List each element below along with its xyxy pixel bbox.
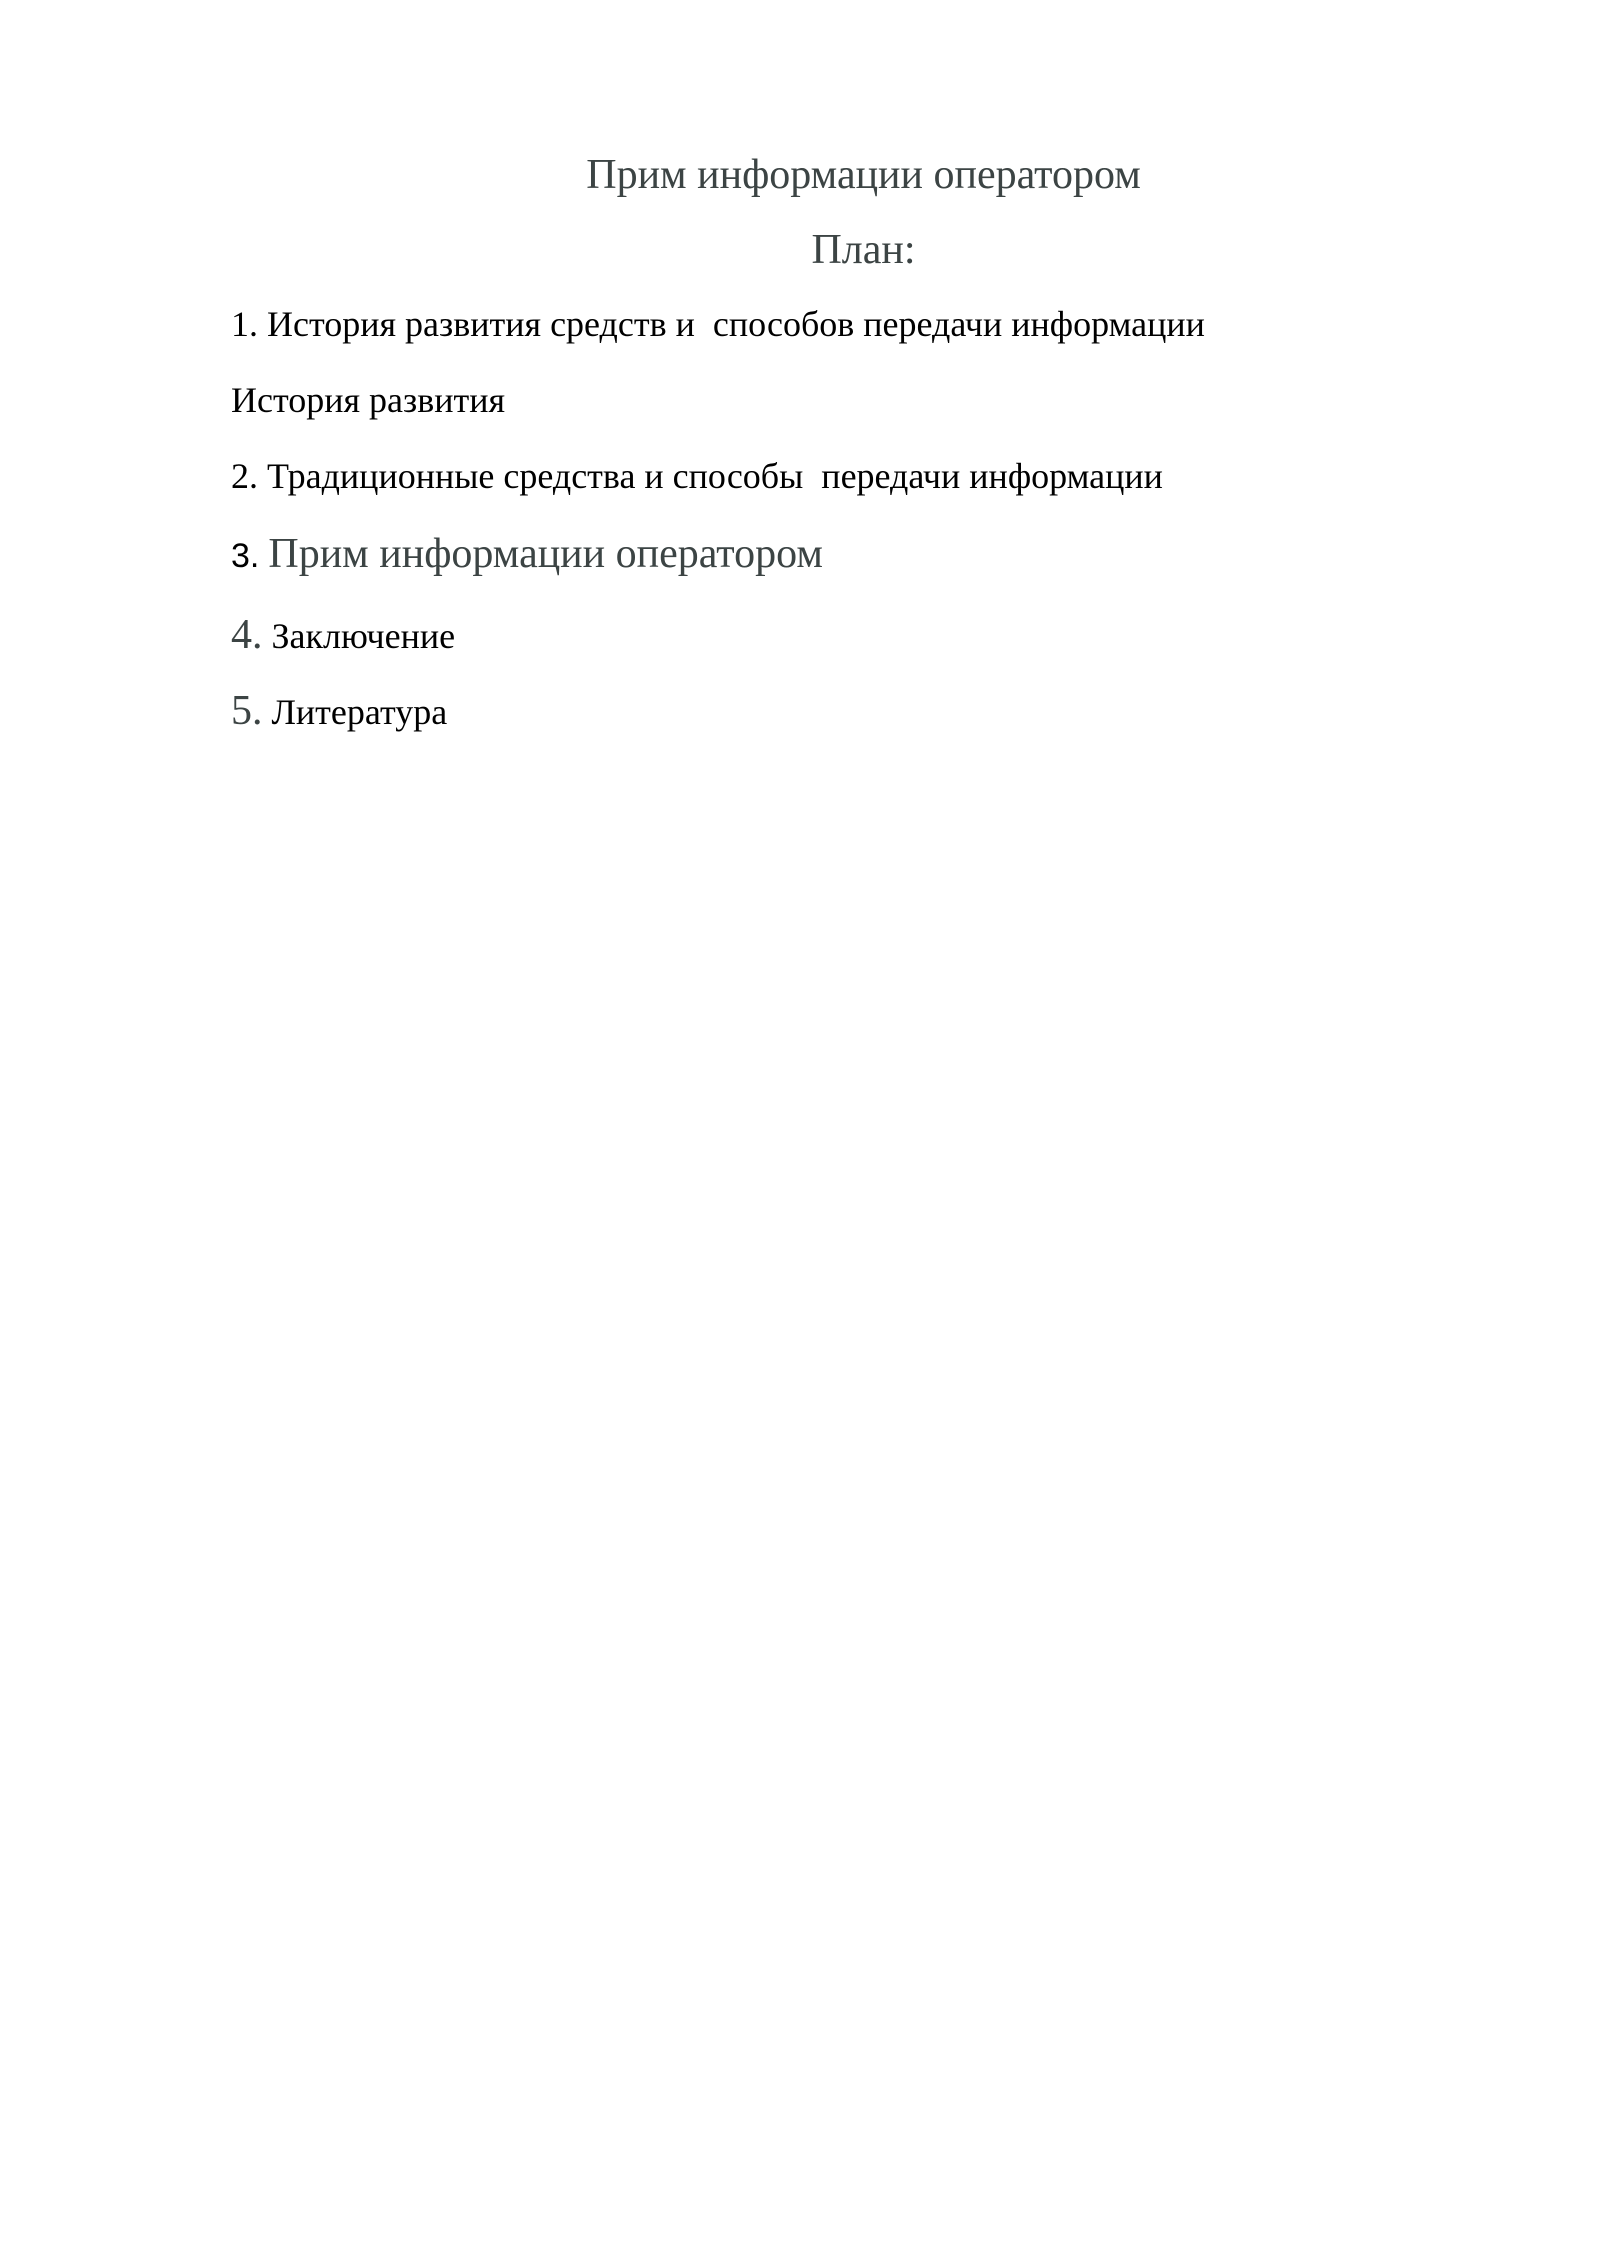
plan-item-5-text: Литература: [271, 692, 448, 732]
plan-item-5: [231, 690, 447, 732]
plan-item-1: [231, 306, 1205, 342]
plan-line-history: История развития: [231, 380, 506, 420]
plan-item-4-number: 4.: [231, 612, 263, 658]
plan-item-2-text: Традиционные средства и способы передачи информации: [267, 456, 1163, 496]
document-title: Прим информации оператором: [586, 152, 1141, 198]
plan-item-3: [231, 533, 823, 575]
plan-item-2: [231, 458, 1163, 494]
plan-heading: План:: [811, 227, 916, 273]
plan-item-3-text: Прим информации оператором: [268, 531, 823, 577]
plan-item-1-number: 1.: [231, 304, 258, 344]
plan-item-1-text: История развития средств и способов передачи информации: [267, 304, 1205, 344]
plan-item-4-text: Заключение: [271, 616, 456, 656]
plan-item-5-number: 5.: [231, 688, 263, 734]
plan-item-3-number: 3.: [231, 537, 260, 575]
plan-item-4: [231, 614, 455, 656]
plan-item-2-number: 2.: [231, 456, 258, 496]
